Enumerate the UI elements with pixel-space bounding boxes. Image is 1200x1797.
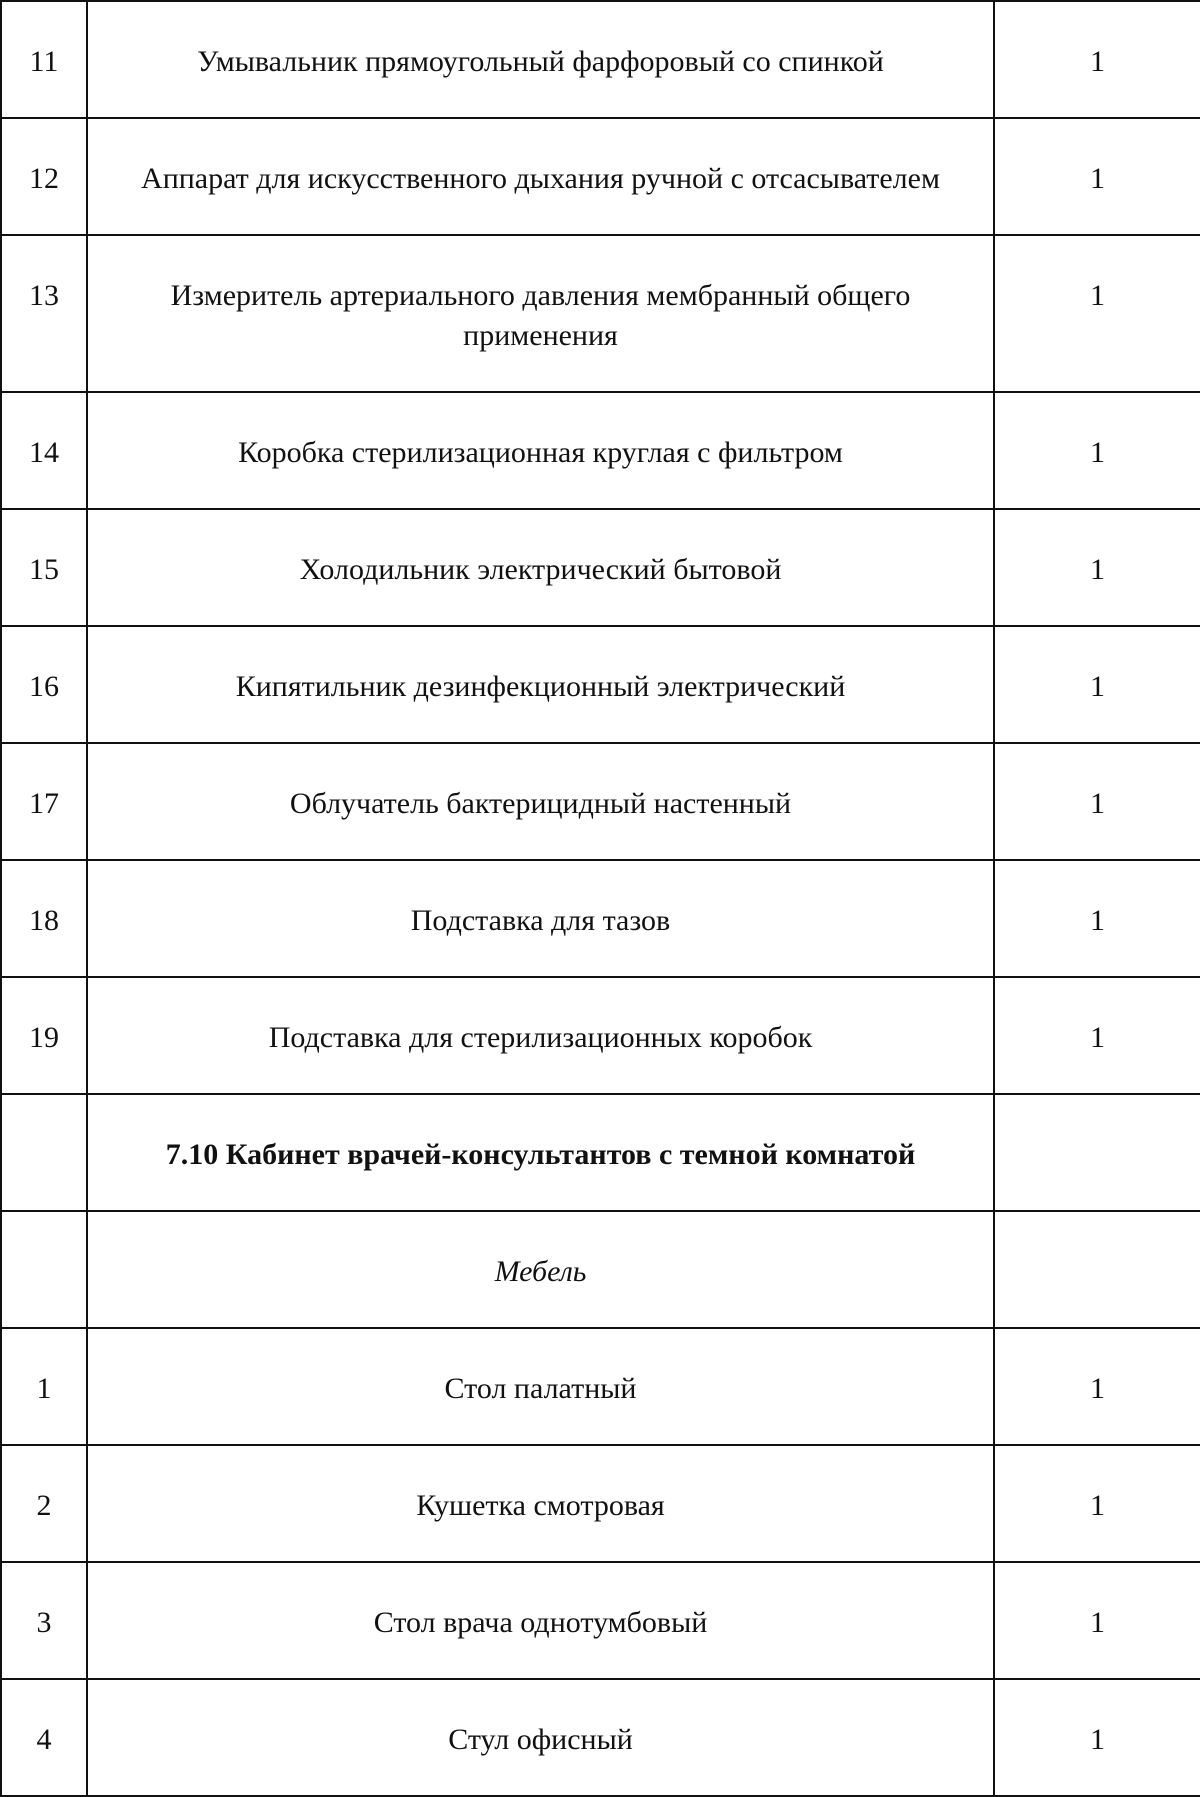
quantity: 1 <box>1090 787 1105 820</box>
row-number: 13 <box>29 279 59 312</box>
quantity-cell <box>994 1211 1200 1328</box>
quantity-cell <box>994 1094 1200 1211</box>
quantity: 1 <box>1090 670 1105 703</box>
quantity: 1 <box>1090 1021 1105 1054</box>
row-number: 3 <box>36 1606 52 1639</box>
row-number-cell <box>1 1445 87 1562</box>
item-name-cell <box>87 235 994 392</box>
row-number: 1 <box>36 1372 52 1405</box>
item-name: Стол врача однотумбовый <box>373 1606 708 1639</box>
item-name: Измеритель артериального давления мембранный общего применения <box>170 279 911 352</box>
quantity-cell <box>994 860 1200 977</box>
table-row <box>1 509 1200 626</box>
subsection-header-row <box>1 1211 1200 1328</box>
quantity: 1 <box>1090 904 1105 937</box>
row-number: 18 <box>29 904 59 937</box>
item-name-cell <box>87 1328 994 1445</box>
quantity-cell <box>994 1445 1200 1562</box>
item-name-cell <box>87 626 994 743</box>
row-number-cell <box>1 1679 87 1796</box>
table-row <box>1 118 1200 235</box>
table-row <box>1 743 1200 860</box>
quantity <box>995 1095 1200 1135</box>
row-number-cell <box>1 743 87 860</box>
quantity: 1 <box>1090 45 1105 78</box>
item-name-cell <box>87 1562 994 1679</box>
row-number <box>2 1212 86 1252</box>
subsection-title: Мебель <box>494 1255 587 1288</box>
quantity-cell <box>994 1562 1200 1679</box>
item-name: Умывальник прямоугольный фарфоровый со спинкой <box>197 45 884 78</box>
item-name-cell <box>87 509 994 626</box>
item-name-cell <box>87 860 994 977</box>
item-name-cell <box>87 1 994 118</box>
quantity: 1 <box>1090 1372 1105 1405</box>
row-number-cell <box>1 118 87 235</box>
quantity <box>995 1212 1200 1252</box>
row-number-cell <box>1 1562 87 1679</box>
item-name: Подставка для тазов <box>410 904 671 937</box>
row-number: 11 <box>29 45 59 78</box>
quantity-cell <box>994 977 1200 1094</box>
row-number: 12 <box>29 162 59 195</box>
item-name: Кушетка смотровая <box>416 1489 665 1522</box>
quantity-cell <box>994 743 1200 860</box>
row-number-cell <box>1 977 87 1094</box>
quantity: 1 <box>1090 1489 1105 1522</box>
row-number-cell <box>1 235 87 392</box>
subsection-title-cell <box>87 1211 994 1328</box>
row-number-cell <box>1 860 87 977</box>
row-number: 14 <box>29 436 59 469</box>
quantity: 1 <box>1090 279 1105 312</box>
row-number-cell <box>1 1328 87 1445</box>
item-name: Аппарат для искусственного дыхания ручной с отсасывателем <box>141 162 940 195</box>
table-row <box>1 1679 1200 1796</box>
item-name-cell <box>87 977 994 1094</box>
row-number: 15 <box>29 553 59 586</box>
item-name-cell <box>87 392 994 509</box>
quantity-cell <box>994 118 1200 235</box>
row-number-cell <box>1 626 87 743</box>
item-name: Холодильник электрический бытовой <box>299 553 782 586</box>
item-name-cell <box>87 118 994 235</box>
row-number: 17 <box>29 787 59 820</box>
row-number-cell <box>1 392 87 509</box>
table-row <box>1 860 1200 977</box>
table-row <box>1 1562 1200 1679</box>
item-name-cell <box>87 743 994 860</box>
quantity: 1 <box>1090 1606 1105 1639</box>
row-number-cell <box>1 509 87 626</box>
table-row <box>1 977 1200 1094</box>
item-name: Облучатель бактерицидный настенный <box>289 787 792 820</box>
table-row <box>1 235 1200 392</box>
section-title: 7.10 Кабинет врачей-консультантов с темной комнатой <box>165 1138 916 1171</box>
quantity: 1 <box>1090 1723 1105 1756</box>
item-name: Стол палатный <box>444 1372 637 1405</box>
table-row <box>1 1445 1200 1562</box>
item-name: Подставка для стерилизационных коробок <box>268 1021 813 1054</box>
quantity: 1 <box>1090 162 1105 195</box>
row-number-cell <box>1 1211 87 1328</box>
section-title-cell <box>87 1094 994 1211</box>
section-header-row <box>1 1094 1200 1211</box>
quantity-cell <box>994 509 1200 626</box>
table-row <box>1 626 1200 743</box>
row-number-cell <box>1 1094 87 1211</box>
table-row <box>1 392 1200 509</box>
quantity-cell <box>994 235 1200 392</box>
item-name: Коробка стерилизационная круглая с фильтром <box>238 436 843 469</box>
row-number: 19 <box>29 1021 59 1054</box>
quantity: 1 <box>1090 553 1105 586</box>
row-number: 4 <box>36 1723 52 1756</box>
quantity-cell <box>994 1328 1200 1445</box>
row-number <box>2 1095 86 1135</box>
item-name: Стул офисный <box>448 1723 633 1756</box>
row-number-cell <box>1 1 87 118</box>
quantity-cell <box>994 1679 1200 1796</box>
table-row <box>1 1 1200 118</box>
quantity-cell <box>994 1 1200 118</box>
table-row <box>1 1328 1200 1445</box>
item-name-cell <box>87 1679 994 1796</box>
quantity-cell <box>994 626 1200 743</box>
row-number: 2 <box>36 1489 52 1522</box>
quantity-cell <box>994 392 1200 509</box>
item-name-cell <box>87 1445 994 1562</box>
item-name: Кипятильник дезинфекционный электрический <box>235 670 846 703</box>
row-number: 16 <box>29 670 59 703</box>
quantity: 1 <box>1090 436 1105 469</box>
